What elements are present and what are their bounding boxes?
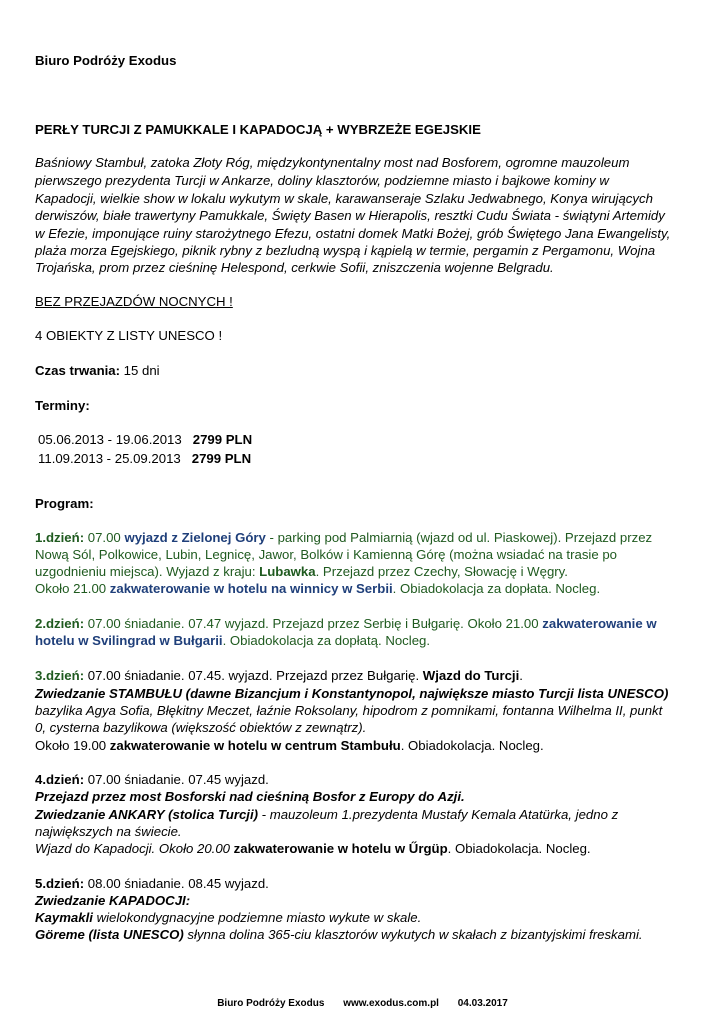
day1-line: 1.dzień: 07.00 wyjazd z Zielonej Góry - parking pod Palmiarnią (wjazd od ul. Piaskowej). Przejazd przez bbox=[35, 530, 653, 545]
intro-line: Kapadocji, wielkie show w lokalu wykutym w skale, karawanseraje Szlaku Jedwabnego, Konya wirujących bbox=[35, 191, 653, 206]
day2-line: 2.dzień: 07.00 śniadanie. 07.47 wyjazd. Przejazd przez Serbię i Bułgarię. Około 21.00 zakwaterowanie w bbox=[35, 616, 657, 631]
intro-line: derwiszów, białe trawertyny Pamukkale, Święty Basen w Hierapolis, resztki Cudu Świata - świątyni Artemidy bbox=[35, 208, 665, 223]
day1-label: 1.dzień: bbox=[35, 530, 85, 545]
term-row bbox=[38, 450, 251, 467]
intro-line: Baśniowy Stambuł, zatoka Złoty Róg, międzykontynentalny most nad Bosforem, ogromne mauzoleum bbox=[35, 155, 630, 170]
duration-label: Czas trwania: bbox=[35, 363, 121, 378]
term-row bbox=[38, 431, 252, 448]
day5-line: Zwiedzanie KAPADOCJI: bbox=[35, 893, 191, 908]
day3-label: 3.dzień: bbox=[35, 668, 85, 683]
day4-label: 4.dzień: bbox=[35, 772, 85, 787]
intro-line: plaża morza Egejskiego, piknik rybny z bezludną wyspą i kąpielą w termie, pergamin z Pergamonu, Wojna bbox=[35, 243, 656, 258]
footer-website: www.exodus.com.pl bbox=[343, 998, 439, 1009]
term-dates: 11.09.2013 - 25.09.2013 bbox=[38, 451, 181, 466]
day3-line: Około 19.00 zakwaterowanie w hotelu w centrum Stambułu. Obiadokolacja. Nocleg. bbox=[35, 738, 544, 753]
day2-line: hotelu w Svilingrad w Bułgarii. Obiadokolacja za dopłatą. Nocleg. bbox=[35, 633, 431, 648]
intro-line: Trojańska, prom przez cieśninę Helespond, cerkwie Sofii, zniszczenia wojenne Belgradu. bbox=[35, 260, 554, 275]
day1-line: Około 21.00 zakwaterowanie w hotelu na winnicy w Serbii. Obiadokolacja za dopłata. Nocleg. bbox=[35, 581, 601, 596]
day1-line: uzgodnieniu miejsca). Wyjazd z kraju: Lubawka. Przejazd przez Czechy, Słowację i Węgry. bbox=[35, 564, 568, 579]
duration-value: 15 dni bbox=[120, 363, 160, 378]
day3-line: 0, cysterna bazylikowa (większość obiektów z zewnątrz). bbox=[35, 720, 367, 735]
day4-line: Wjazd do Kapadocji. Około 20.00 zakwaterowanie w hotelu w Űrgüp. Obiadokolacja. Nocleg. bbox=[35, 841, 591, 856]
day2-label: 2.dzień: bbox=[35, 616, 85, 631]
day4-line: 4.dzień: 07.00 śniadanie. 07.45 wyjazd. bbox=[35, 772, 269, 787]
duration bbox=[35, 362, 160, 379]
program-label: Program: bbox=[35, 496, 94, 511]
term-price: 2799 PLN bbox=[192, 432, 253, 447]
day5-line: Kaymakli wielokondygnacyjne podziemne miasto wykute w skale. bbox=[35, 910, 422, 925]
unesco-note: 4 OBIEKTY Z LISTY UNESCO ! bbox=[35, 328, 223, 343]
terms-label: Terminy: bbox=[35, 398, 90, 413]
day4-line: Zwiedzanie ANKARY (stolica Turcji) - mauzoleum 1.prezydenta Mustafy Kemala Atatürka, jedno z bbox=[35, 807, 619, 822]
day1-line: Nową Sól, Polkowice, Lubin, Legnicę, Jawor, Bolków i Kamienną Górę (można wsiadać na trasie po bbox=[35, 547, 618, 562]
no-night-travel-note: BEZ PRZEJAZDÓW NOCNYCH ! bbox=[35, 294, 233, 309]
intro-line: pierwszego prezydenta Turcji w Ankarze, doliny klasztorów, podziemne miasto i bajkowe kominy w bbox=[35, 173, 609, 188]
footer-date: 04.03.2017 bbox=[457, 998, 508, 1009]
day5-label: 5.dzień: bbox=[35, 876, 85, 891]
footer-agency: Biuro Podróży Exodus bbox=[217, 998, 325, 1009]
agency-header: Biuro Podróży Exodus bbox=[35, 53, 177, 68]
page-footer bbox=[0, 998, 725, 1009]
day5-line: Göreme (lista UNESCO) słynna dolina 365-ciu klasztorów wykutych w skałach z bizantyjskimi freskami. bbox=[35, 927, 643, 942]
term-price: 2799 PLN bbox=[191, 451, 252, 466]
day4-line: największych na świecie. bbox=[35, 824, 182, 839]
term-dates: 05.06.2013 - 19.06.2013 bbox=[38, 432, 182, 447]
day3-line: 3.dzień: 07.00 śniadanie. 07.45. wyjazd. Przejazd przez Bułgarię. Wjazd do Turcji. bbox=[35, 668, 523, 683]
day3-line: Zwiedzanie STAMBUŁU (dawne Bizancjum i Konstantynopol, największe miasto Turcji lista UNESCO) bbox=[35, 686, 669, 701]
day4-line: Przejazd przez most Bosforski nad cieśniną Bosfor z Europy do Azji. bbox=[35, 789, 465, 804]
tour-title: PERŁY TURCJI Z PAMUKKALE I KAPADOCJĄ + WYBRZEŻE EGEJSKIE bbox=[35, 122, 481, 137]
day5-line: 5.dzień: 08.00 śniadanie. 08.45 wyjazd. bbox=[35, 876, 269, 891]
day3-line: bazylika Agya Sofia, Błękitny Meczet, łaźnie Roksolany, hipodrom z pomnikami, fontanna Wilhelma II, punkt bbox=[35, 703, 663, 718]
intro-line: w Efezie, imponujące ruiny starożytnego Efezu, ostatni domek Matki Bożej, grób Świętego Jana Ewangelisty, bbox=[35, 226, 671, 241]
